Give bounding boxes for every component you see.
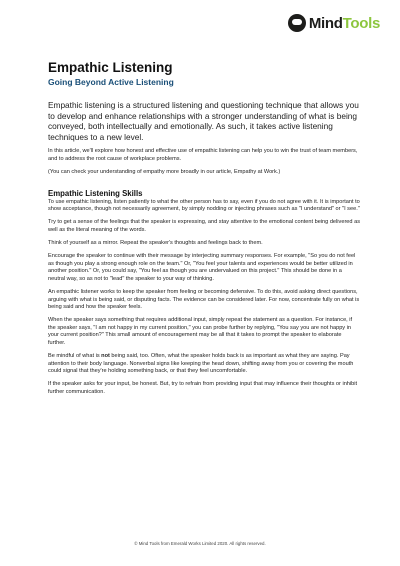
logo-wordmark bbox=[309, 15, 380, 32]
logo-word-mind: Mind bbox=[308, 14, 343, 32]
paragraph-not-said bbox=[48, 353, 360, 376]
not-said-text-after: being said, too. Often, what the speaker holds back is as important as what they are saying. Pay attention to their body language. Nonverbal signs like keeping the head down, shifting away from you or covering the mouth could signal that they're holding something back, or that they feel uncomfortable. bbox=[48, 353, 354, 375]
not-said-text-before: Be mindful of what is bbox=[48, 353, 102, 360]
paragraph-summary-responses: Encourage the speaker to continue with their message by interjecting summary responses. For example, "So you do not feel as though you play a strong enough role on the team." Or, "You feel your talents and experiences would be better utilized in another position." Or, you could say, "You feel as though you are undervalued on this project." This should be done in a neutral way, so as not to "lead" the speaker to your way of thinking. bbox=[48, 253, 356, 282]
page-title: Empathic Listening bbox=[48, 60, 173, 75]
logo-word-tools: Tools bbox=[342, 14, 380, 32]
mindtools-logo bbox=[288, 14, 380, 32]
page-subtitle: Going Beyond Active Listening bbox=[48, 77, 174, 87]
article bbox=[48, 60, 360, 402]
paragraph-repeat-question: When the speaker says something that requires additional input, simply repeat the statement as a question. For instance, if the speaker says, "I am not happy in my current position," you can probe further by replying, "You say you are not happy in your current position?" This small amount of encouragement may be all that it takes to prompt the speaker to elaborate further. bbox=[48, 317, 353, 347]
paragraph-related-article: (You can check your understanding of empathy more broadly in our article, Empathy at Work.) bbox=[48, 169, 281, 176]
copyright-footer: © Mind Tools from Emerald Works Limited 2020. All rights reserved. bbox=[134, 541, 266, 546]
paragraph-mirror: Think of yourself as a mirror. Repeat the speaker's thoughts and feelings back to them. bbox=[48, 240, 263, 247]
mindtools-logo-icon bbox=[288, 14, 306, 32]
intro-paragraph: Empathic listening is a structured listening and questioning technique that allows you to develop and enhance relationships with a stronger understanding of what is being conveyed, both intellectually and emotionally. As such, it takes active listening techniques to a new level. bbox=[48, 100, 359, 142]
paragraph-listen-patiently: To use empathic listening, listen patiently to what the other person has to say, even if you do not agree with it. It is important to show acceptance, though not necessarily agreement, by simply nodding or injecting phrases such as "I understand" or "I see." bbox=[48, 198, 360, 213]
not-said-emphasis: not bbox=[101, 353, 110, 360]
paragraph-feelings: Try to get a sense of the feelings that the speaker is expressing, and stay attentive to the emotional content being delivered as well as the literal meaning of the words. bbox=[48, 219, 360, 233]
section-heading: Empathic Listening Skills bbox=[48, 188, 143, 198]
paragraph-overview: In this article, we'll explore how honest and effective use of empathic listening can help you to win the trust of team members, and to address the root cause of workplace problems. bbox=[48, 148, 358, 162]
paragraph-defensive: An empathic listener works to keep the speaker from feeling or becoming defensive. To do this, avoid asking direct questions, arguing with what is being said, or disputing facts. The evidence can be considered later. For now, concentrate fully on what is being said and how the speaker feels. bbox=[48, 289, 360, 311]
paragraph-be-honest: If the speaker asks for your input, be honest. But, try to refrain from providing input that may influence their thoughts or inhibit further communication. bbox=[48, 381, 358, 396]
